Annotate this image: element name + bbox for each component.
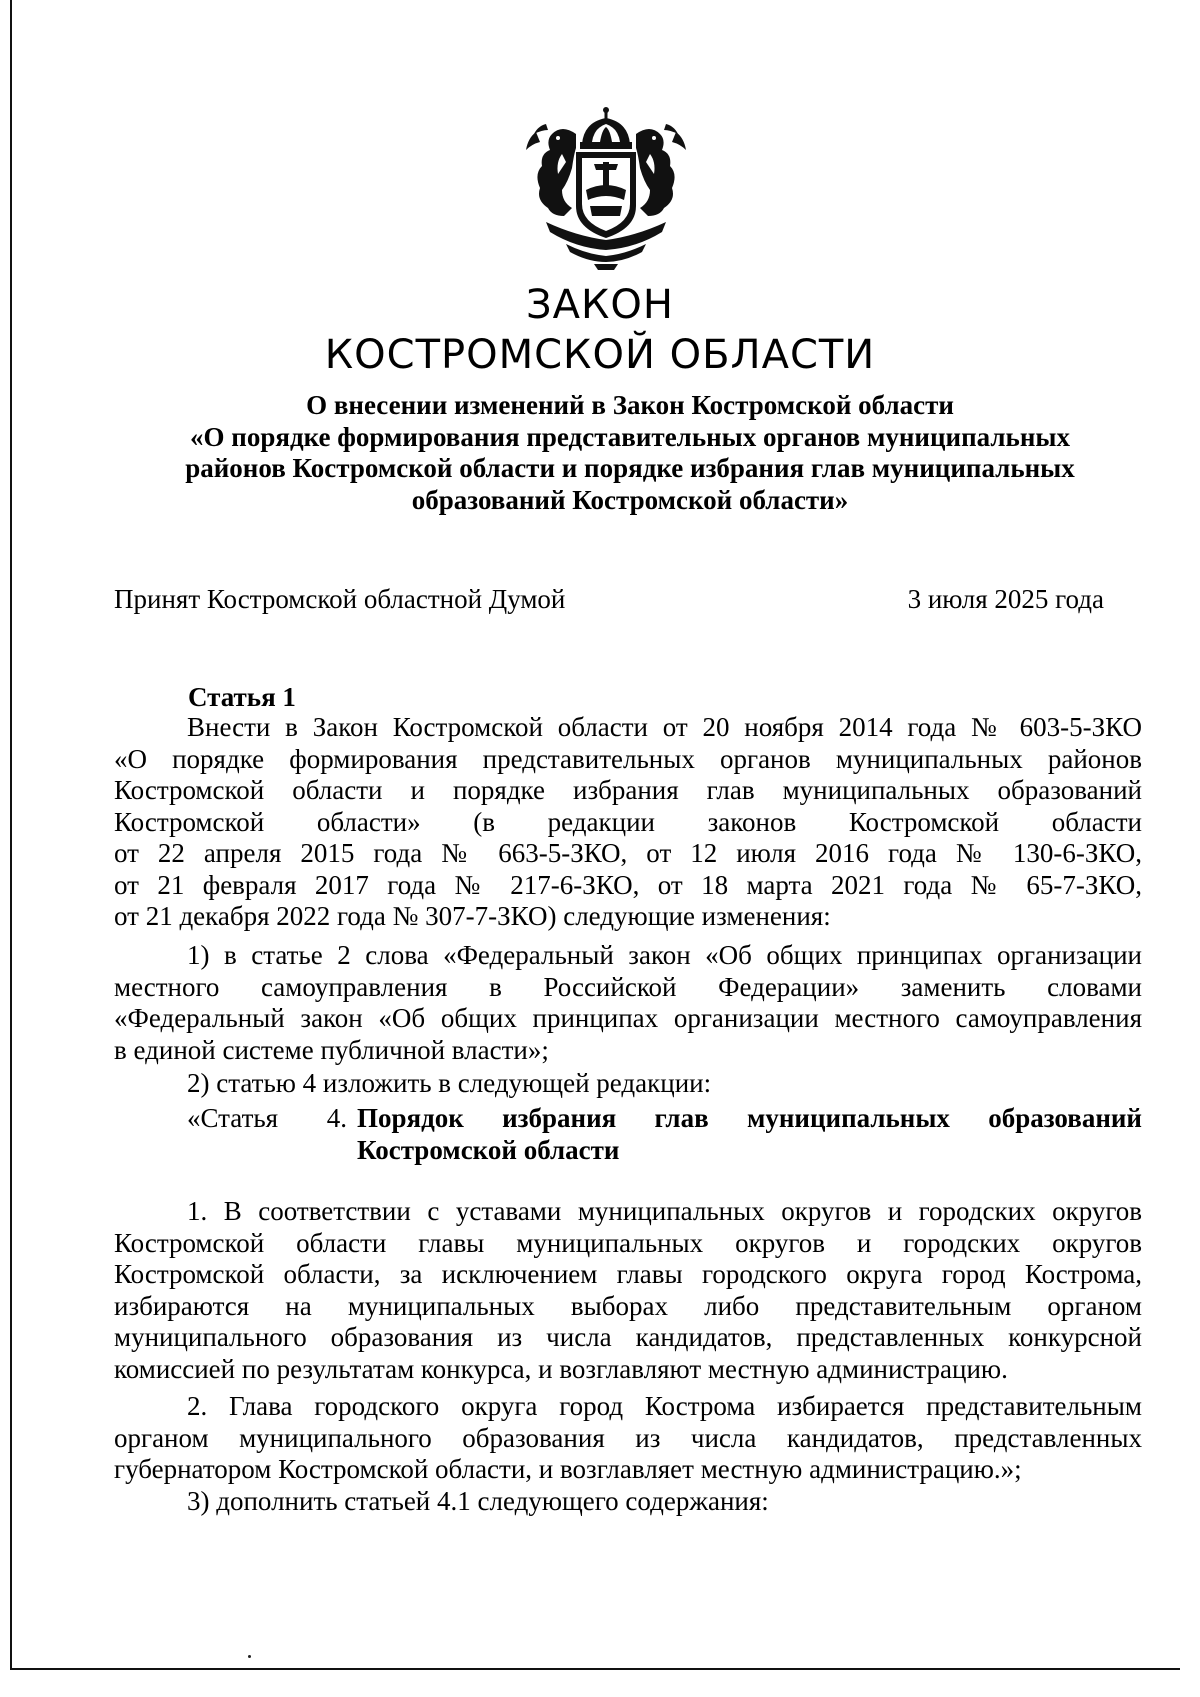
- article-1-title: Статья 1: [188, 682, 296, 712]
- article-4-name: [357, 1102, 1142, 1166]
- text-line: Внести в Закон Костромской области от 20 ноября 2014 года № 603-5-ЗКО: [187, 712, 1142, 742]
- amendment-item-3: [114, 1486, 1142, 1518]
- page-border-bottom: [10, 1668, 1180, 1670]
- text-line: 2) статью 4 изложить в следующей редакции:: [187, 1068, 712, 1098]
- adopted-by: Принят Костромской областной Думой: [114, 584, 566, 614]
- text-line: от 22 апреля 2015 года № 663-5-ЗКО, от 12 июля 2016 года № 130-6-ЗКО,: [114, 838, 1142, 868]
- text-line: 1. В соответствии с уставами муниципальных округов и городских округов: [187, 1196, 1142, 1226]
- adoption-row: [114, 584, 1104, 616]
- article-4-heading: [187, 1102, 1142, 1166]
- text-line: органом муниципального образования из числа кандидатов, представленных: [114, 1422, 1142, 1453]
- scan-artifact-dot: [248, 1655, 251, 1658]
- law-title: ЗАКОН: [526, 282, 674, 328]
- heading-line: О внесении изменений в Закон Костромской области: [306, 390, 954, 420]
- text-line: комиссией по результатам конкурса, и возглавляют местную администрацию.: [114, 1353, 1008, 1384]
- text-line: от 21 декабря 2022 года № 307-7-ЗКО) следующие изменения:: [114, 901, 831, 931]
- text-line: 1) в статье 2 слова «Федеральный закон «Об общих принципах организации: [187, 940, 1142, 970]
- text-line: местного самоуправления в Российской Федерации» заменить словами: [114, 971, 1142, 1002]
- text-line: «Федеральный закон «Об общих принципах организации местного самоуправления: [114, 1003, 1142, 1033]
- amendment-item-2: [114, 1068, 1142, 1100]
- amendment-item-1: [114, 940, 1142, 1066]
- text-line: Костромской области: [357, 1135, 620, 1165]
- coat-of-arms-emblem: [506, 104, 706, 272]
- text-line: губернатором Костромской области, и возглавляет местную администрацию.»;: [114, 1454, 1022, 1484]
- text-line: 2. Глава городского округа город Кострома избирается представительным: [187, 1391, 1142, 1421]
- article-4-paragraph-2: [114, 1391, 1142, 1486]
- text-line: «О порядке формирования представительных органов муниципальных районов: [114, 743, 1142, 774]
- article-1-intro: [114, 712, 1142, 933]
- heading-line: образований Костромской области»: [411, 484, 849, 515]
- text-line: Костромской области и порядке избрания глав муниципальных образований: [114, 775, 1142, 805]
- text-line: избираются на муниципальных выборах либо представительным органом: [114, 1290, 1142, 1321]
- heading-line: «О порядке формирования представительных органов муниципальных: [190, 421, 1070, 452]
- text-line: Костромской области, за исключением главы городского округа город Кострома,: [114, 1259, 1142, 1289]
- page-border-left: [10, 0, 12, 1670]
- heading-line: районов Костромской области и порядке избрания глав муниципальных: [185, 453, 1075, 483]
- law-region-title: КОСТРОМСКОЙ ОБЛАСТИ: [324, 332, 876, 378]
- article-4-paragraph-1: [114, 1196, 1142, 1385]
- text-line: 3) дополнить статьей 4.1 следующего содержания:: [187, 1486, 769, 1516]
- text-line: муниципального образования из числа кандидатов, представленных конкурсной: [114, 1322, 1142, 1352]
- text-line: в единой системе публичной власти»;: [114, 1034, 549, 1065]
- text-line: Порядок избрания глав муниципальных образований: [357, 1103, 1142, 1133]
- text-line: от 21 февраля 2017 года № 217-6-ЗКО, от 18 марта 2021 года № 65-7-ЗКО,: [114, 869, 1142, 900]
- article-4-label: «Статья 4.: [187, 1103, 347, 1133]
- adoption-date: 3 июля 2025 года: [907, 584, 1104, 614]
- text-line: Костромской области главы муниципальных округов и городских округов: [114, 1227, 1142, 1258]
- text-line: Костромской области» (в редакции законов Костромской области: [114, 806, 1142, 837]
- law-heading: [110, 390, 1150, 516]
